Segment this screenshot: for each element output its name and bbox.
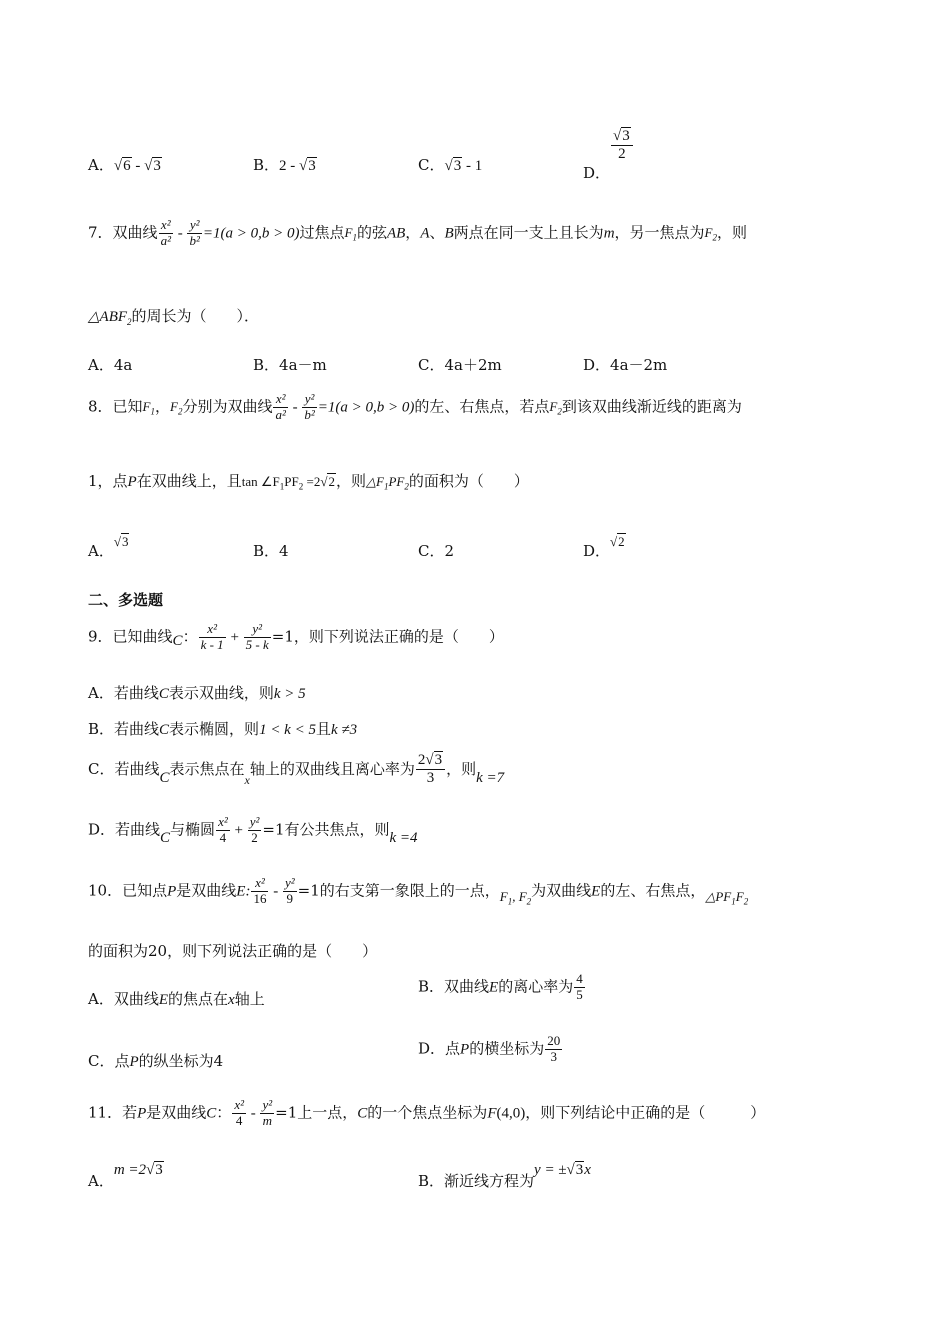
q10-option-b: B．双曲线E的离心率为 $\frac{4}{5}$ bbox=[418, 971, 583, 1002]
q8-option-b: B．4 bbox=[253, 542, 289, 560]
q6-option-d: D． $\frac{√3}{2}$ bbox=[583, 128, 634, 164]
q7-option-d: D．4a－2m bbox=[583, 356, 668, 374]
q7-option-c: C．4a＋2m bbox=[418, 356, 502, 374]
q6-option-c: C．√3 - 1 bbox=[418, 156, 483, 174]
q11-option-b: B．渐近线方程为y = ±√3x bbox=[418, 1162, 591, 1190]
q10-stem: 10．已知点P是双曲线E: $\frac{\text{x²}}{16}$ - $\frac{\text{y²}}{9}$ =1的右支第一象限上的一点，$F_1$, $F_2$为双曲线E的左、右焦点，$\triangle PF_1F_2$ bbox=[88, 875, 749, 908]
q6-option-a: A．√6 - √3 bbox=[88, 156, 161, 174]
q11-option-a: A．m =2√3 bbox=[88, 1162, 163, 1190]
q10-stem-line2: 的面积为20，则下列说法正确的是（ ） bbox=[88, 942, 378, 960]
q7-option-a: A．4a bbox=[88, 356, 133, 374]
q8-option-d: D．√2 bbox=[583, 534, 625, 560]
q9-option-a: A．若曲线C表示双曲线，则k > 5 bbox=[88, 684, 306, 702]
q9-option-d: D．若曲线C与椭圆 $\frac{\text{x²}}{4}$ + $\frac{\text{y²}}{2}$ =1有公共焦点，则k =4 bbox=[88, 814, 418, 847]
q10-option-a: A．双曲线E的焦点在x轴上 bbox=[88, 990, 265, 1008]
q10-option-c: C．点P的纵坐标为4 bbox=[88, 1052, 224, 1070]
section-heading: 二、多选题 bbox=[88, 591, 164, 609]
q8-stem: 8．已知$F_1$，$F_2$分别为双曲线 $\frac{\text{x²}}{\text{a²}}$ - $\frac{\text{y²}}{\text{b²}}$ =1(a > 0,b > 0)的左、右焦点，若点$F_2$到该双曲线渐近线的距离为 bbox=[88, 391, 742, 422]
q9-stem: 9．已知曲线C： $\frac{\text{x²}}{k - 1}$ + $\frac{\text{y²}}{5 - k}$ =1，则下列说法正确的是（ ） bbox=[88, 621, 504, 652]
q9-option-c: C．若曲线C表示焦点在$_x$轴上的双曲线且离心率为 $\frac{2√3}{3}$ ，则k =7 bbox=[88, 752, 505, 787]
q6-option-b: B．2 - √3 bbox=[253, 156, 316, 174]
q7-option-b: B．4a－m bbox=[253, 356, 327, 374]
q9-option-b: B．若曲线C表示椭圆，则1 < k < 5且k ≠3 bbox=[88, 720, 358, 738]
sqrt-6: √6 bbox=[113, 158, 131, 174]
q11-stem: 11．若P是双曲线C： $\frac{\text{x²}}{4}$ - $\frac{\text{y²}}{m}$ =1上一点，C的一个焦点坐标为F(4,0)，则下列结论中正确的是（ ） bbox=[88, 1097, 766, 1128]
q7-stem: 7．双曲线 $\frac{\text{x²}}{\text{a²}}$ - $\frac{\text{y²}}{\text{b²}}$ =1(a > 0,b > 0)过焦点$F_1$的弦AB，A、B两点在同一支上且长为m，另一焦点为$F_2$，则 bbox=[88, 217, 748, 248]
q8-stem-line2: 1，点P在双曲线上，且$\tan \angle F_1PF_2 =2√2$，则$\triangle F_1PF_2$的面积为（ ） bbox=[88, 472, 529, 492]
q8-option-a: A．√3 bbox=[88, 534, 129, 560]
q7-stem-line2: $\triangle ABF_2$的周长为（ ）． bbox=[88, 307, 260, 327]
q10-option-d: D．点P的横坐标为 $\frac{20}{3}$ bbox=[418, 1033, 561, 1064]
q8-option-c: C．2 bbox=[418, 542, 455, 560]
